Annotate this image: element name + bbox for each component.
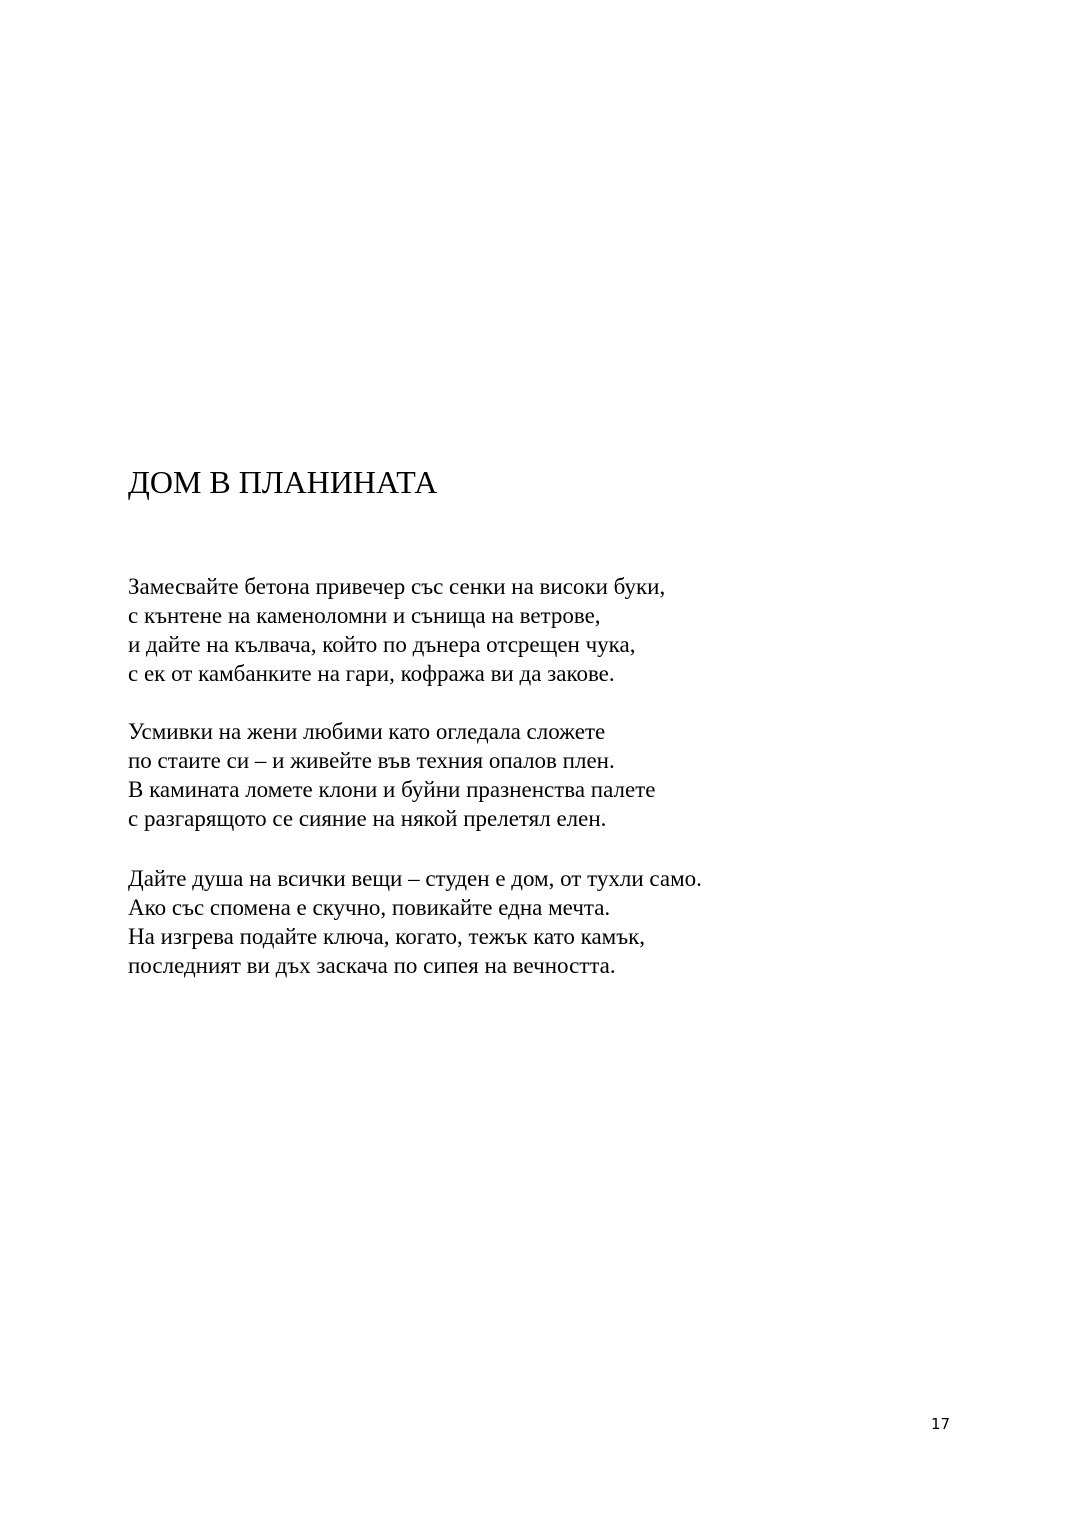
poem-line: Замесвайте бетона привечер със сенки на високи буки, — [128, 574, 666, 599]
poem-line: с разгарящото се сияние на някой прелетял елен. — [128, 806, 607, 831]
poem-line: Усмивки на жени любими като огледала сложете — [128, 719, 606, 744]
poem-line: Дайте душа на всички вещи – студен е дом, от тухли само. — [128, 866, 702, 891]
poem-line: Ако със спомена е скучно, повикайте една мечта. — [128, 895, 611, 920]
poem-line: и дайте на кълвача, който по дънера отсрещен чука, — [128, 632, 636, 657]
poem-line: с кънтене на каменоломни и сънища на ветрове, — [128, 603, 601, 628]
poem-line: последният ви дъх заскача по сипея на вечността. — [128, 953, 616, 978]
poem-line: с ек от камбанките на гари, кофража ви да закове. — [128, 661, 615, 686]
poem-line: В камината ломете клони и буйни празненства палете — [128, 777, 656, 802]
poem-line: по стаите си – и живейте във техния опалов плен. — [128, 748, 615, 773]
stanza — [128, 572, 665, 688]
poem-title: ДОМ В ПЛАНИНАТА — [128, 464, 438, 500]
stanza — [128, 717, 655, 833]
poem-line: На изгрева подайте ключа, когато, тежък като камък, — [128, 924, 646, 949]
page-number: 17 — [931, 1415, 951, 1433]
stanza — [128, 864, 702, 980]
